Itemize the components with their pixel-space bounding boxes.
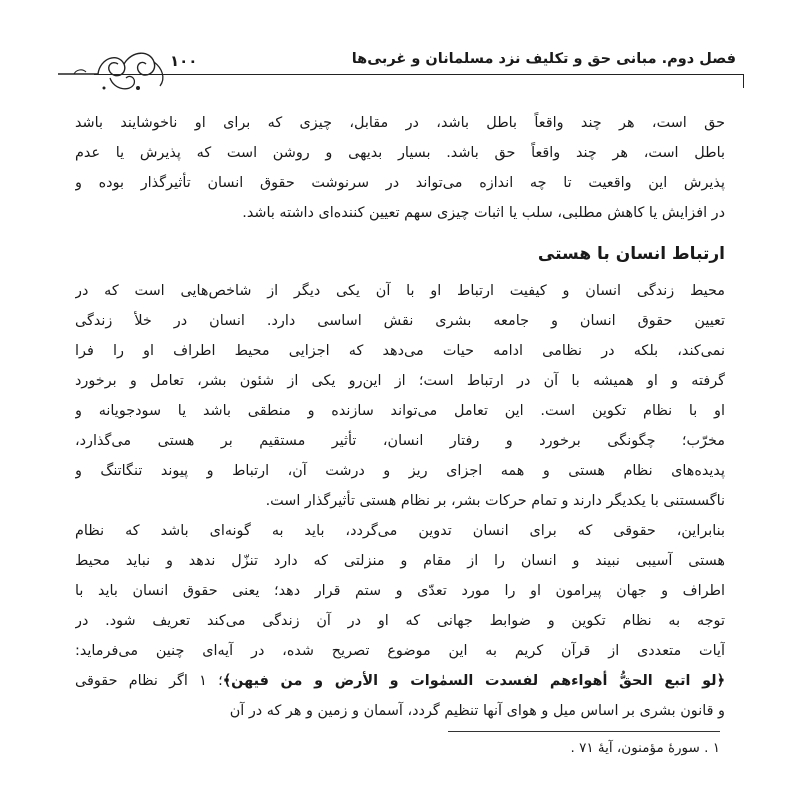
text-line: محیط زندگی انسان و کیفیت ارتباط او با آن یکی دیگر از شاخص‌هایی است که در bbox=[75, 283, 725, 299]
second-paragraph bbox=[75, 516, 725, 726]
quote-line-rest: اگر نظام حقوقی bbox=[75, 673, 200, 689]
section-paragraph bbox=[75, 276, 725, 516]
text-line: پدیده‌های نظام هستی و همه اجزای ریز و درشت آن، ارتباط و پیوند تنگاتنگ و bbox=[75, 463, 725, 479]
page-content bbox=[75, 108, 725, 726]
text-line: پذیرش این واقعیت تا چه اندازه می‌تواند در سرنوشت حقوق انسان تأثیرگذار بوده و bbox=[75, 175, 725, 191]
text-line: مخرّب؛ چگونگی برخورد و رفتار انسان، تأثیر مستقیم بر هستی می‌گذارد، bbox=[75, 433, 725, 449]
header-bracket bbox=[743, 74, 744, 88]
text-line: نمی‌کند، بلکه در نظامی ادامه حیات می‌دهد که اجزایی محیط اطراف او را فرا bbox=[75, 343, 725, 359]
text-line: اطراف و جهان پیرامون او را مورد تعدّی و ستم قرار دهد؛ یعنی حقوق انسان باید با bbox=[75, 583, 725, 599]
footnote-rule bbox=[448, 731, 720, 732]
intro-paragraph bbox=[75, 108, 725, 228]
chapter-title: فصل دوم. مبانی حق و تکلیف نزد مسلمانان و غربی‌ها bbox=[351, 51, 736, 67]
text-line: بنابراین، حقوقی که برای انسان تدوین می‌گردد، باید به گونه‌ای باشد که نظام bbox=[75, 523, 725, 539]
quote-line bbox=[75, 666, 725, 696]
section-heading: ارتباط انسان با هستی bbox=[537, 244, 725, 264]
quran-verse: ﴿لو اتبع الحقُّ أهواءهم لفسدت السمٰوات و الأرض و من فيهن﴾ bbox=[222, 673, 725, 689]
text-line: هستی آسیبی نبیند و انسان را از مقام و منزلتی که دارد تنزّل ندهد و نباید محیط bbox=[75, 553, 725, 569]
page-header bbox=[54, 44, 744, 104]
text-line: در افزایش یا کاهش مطلبی، سلب یا اثبات چیزی سهم تعیین کننده‌ای داشته باشد. bbox=[242, 205, 725, 221]
text-line: گرفته و او همیشه با آن در ارتباط است؛ از این‌رو یکی از شئون بشر، تعامل و برخورد bbox=[75, 373, 725, 389]
text-line: توجه به نظام تکوین و ضوابط جهانی که او در آن زندگی می‌کند تعریف شود. در bbox=[75, 613, 725, 629]
header-rule bbox=[94, 74, 744, 75]
text-line: ناگسستنی با یکدیگر دارند و تمام حرکات بشر، بر نظام هستی تأثیرگذار است. bbox=[265, 493, 725, 509]
text-line: تعیین حقوق انسان و جامعه بشری نقش اساسی دارد. انسان در خلأ زندگی bbox=[75, 313, 725, 329]
text-line: او با نظام تکوین است. این تعامل می‌تواند سازنده و منطقی باشد یا سودجویانه و bbox=[75, 403, 725, 419]
footnote: ۱ . سورهٔ مؤمنون، آیهٔ ۷۱ . bbox=[570, 740, 720, 756]
text-line: حق است، هر چند واقعاً باطل باشد، در مقابل، چیزی که برای او ناخوشایند باشد bbox=[75, 115, 725, 131]
corner-ornament-icon bbox=[54, 44, 174, 100]
footnote-marker: ؛ ۱ bbox=[199, 673, 223, 689]
page-number: ۱۰۰ bbox=[170, 52, 198, 70]
text-line: آیات متعددی از قرآن کریم به این موضوع تصریح شده، در آیه‌ای چنین می‌فرماید: bbox=[75, 643, 725, 659]
text-line: و قانون بشری بر اساس میل و هوای آنها تنظیم گردد، آسمان و زمین و هر که در آن bbox=[229, 703, 725, 719]
text-line: باطل است، هر چند واقعاً حق باشد. بسیار بدیهی و روشن است که پذیرش یا عدم bbox=[75, 145, 725, 161]
